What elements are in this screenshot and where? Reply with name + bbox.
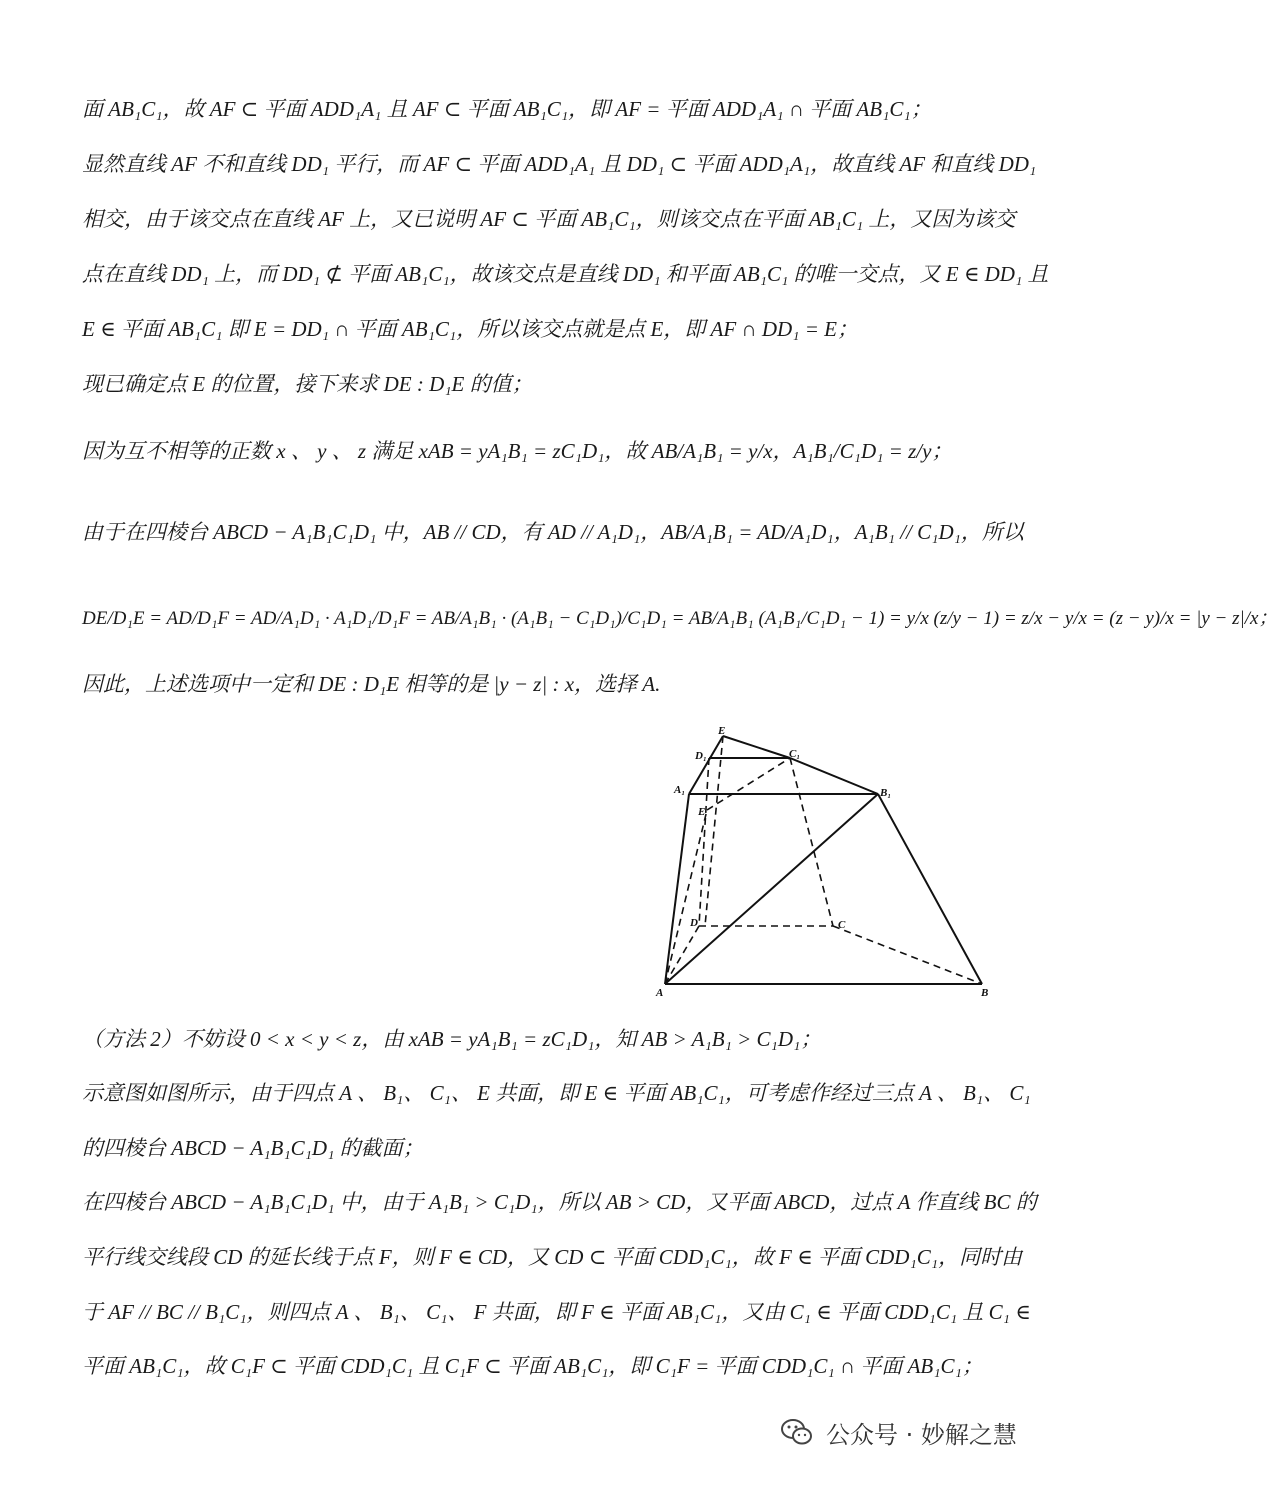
edge-e-d-dashed <box>705 736 723 926</box>
text-line-11: （方法 2）不妨设 0 < x < y < z，由 xAB = yA₁B₁ = zC₁D₁，知 AB > A₁B₁ > C₁D₁； <box>82 1027 822 1051</box>
text-line-7: 因为互不相等的正数 x 、 y 、 z 满足 xAB = yA₁B₁ = zC₁D₁，故 AB/A₁B₁ = y/x，A₁B₁/C₁D₁ = z/y； <box>82 439 953 463</box>
label-a1: A₁ <box>674 784 686 796</box>
text-line-12: 示意图如图所示，由于四点 A 、 B₁、 C₁、 E 共面，即 E ∈ 平面 AB₁C₁，可考虑作经过三点 A 、 B₁、 C₁ <box>82 1081 1031 1105</box>
text-line-5: E ∈ 平面 AB₁C₁ 即 E = DD₁ ∩ 平面 AB₁C₁，所以该交点就是点 E，即 AF ∩ DD₁ = E； <box>82 317 858 341</box>
text-line-4: 点在直线 DD₁ 上，而 DD₁ ⊄ 平面 AB₁C₁，故该交点是直线 DD₁ 和平面 AB₁C₁ 的唯一交点，又 E ∈ DD₁ 且 <box>82 262 1049 286</box>
label-c1: C₁ <box>789 748 801 760</box>
label-d: D <box>690 917 698 929</box>
watermark-text: 公众号 · 妙解之慧 <box>826 1420 1017 1449</box>
label-b1: B₁ <box>880 787 892 799</box>
label-c: C <box>838 919 846 931</box>
text-line-6: 现已确定点 E 的位置，接下来求 DE : D₁E 的值； <box>82 372 533 396</box>
edge-a-d <box>665 926 699 984</box>
text-line-15: 平行线交线段 CD 的延长线于点 F，则 F ∈ CD，又 CD ⊂ 平面 CDD₁C₁，故 F ∈ 平面 CDD₁C₁，同时由 <box>82 1245 1023 1269</box>
text-line-8: 由于在四棱台 ABCD − A₁B₁C₁D₁ 中，AB // CD，有 AD // A₁D₁，AB/A₁B₁ = AD/A₁D₁，A₁B₁ // C₁D₁，所以 <box>82 520 1024 544</box>
label-d1: D₁ <box>695 750 707 762</box>
watermark <box>780 1412 1017 1452</box>
label-a: A <box>656 987 664 999</box>
edge-c-b <box>833 926 982 984</box>
edge-a1-a <box>665 794 689 984</box>
text-line-9: DE/D₁E = AD/D₁F = AD/A₁D₁ · A₁D₁/D₁F = AB/A₁B₁ · (A₁B₁ − C₁D₁)/C₁D₁ = AB/A₁B₁ (A₁B₁/C₁D₁ − 1) = y/x (z/y − 1) = z/x − y/x = (z − y)/x = |y − z|/x； <box>82 608 1277 629</box>
edge-a-b1 <box>665 794 878 984</box>
label-b: B <box>981 987 989 999</box>
text-line-3: 相交，由于该交点在直线 AF 上，又已说明 AF ⊂ 平面 AB₁C₁，则该交点在平面 AB₁C₁ 上，又因为该交 <box>82 207 1016 231</box>
text-line-17: 平面 AB₁C₁，故 C₁F ⊂ 平面 CDD₁C₁ 且 C₁F ⊂ 平面 AB₁C₁，即 C₁F = 平面 CDD₁C₁ ∩ 平面 AB₁C₁； <box>82 1354 983 1378</box>
edge-c1-c <box>790 758 833 926</box>
edge-d1-d <box>699 758 709 926</box>
frustum-figure <box>655 718 1000 1006</box>
text-line-16: 于 AF // BC // B₁C₁，则四点 A 、 B₁、 C₁、 F 共面，即 F ∈ 平面 AB₁C₁，又由 C₁ ∈ 平面 CDD₁C₁ 且 C₁ ∈ <box>82 1300 1031 1324</box>
edge-e-c1 <box>723 736 790 758</box>
text-line-10: 因此，上述选项中一定和 DE : D₁E 相等的是 |y − z| : x，选择 A. <box>82 672 661 696</box>
label-e-top: E <box>718 725 726 737</box>
label-e-inner: E <box>698 806 706 818</box>
edge-c1-b1 <box>790 758 878 794</box>
wechat-icon <box>780 1417 814 1447</box>
edge-a-e <box>665 810 707 984</box>
text-line-14: 在四棱台 ABCD − A₁B₁C₁D₁ 中，由于 A₁B₁ > C₁D₁，所以 AB > CD，又平面 ABCD，过点 A 作直线 BC 的 <box>82 1190 1037 1214</box>
text-line-1: 面 AB₁C₁，故 AF ⊂ 平面 ADD₁A₁ 且 AF ⊂ 平面 AB₁C₁，即 AF = 平面 ADD₁A₁ ∩ 平面 AB₁C₁； <box>82 97 932 121</box>
edge-b1-b <box>878 794 982 984</box>
text-line-2: 显然直线 AF 不和直线 DD₁ 平行，而 AF ⊂ 平面 ADD₁A₁ 且 DD₁ ⊂ 平面 ADD₁A₁，故直线 AF 和直线 DD₁ <box>82 152 1037 176</box>
text-line-13: 的四棱台 ABCD − A₁B₁C₁D₁ 的截面； <box>82 1136 424 1160</box>
